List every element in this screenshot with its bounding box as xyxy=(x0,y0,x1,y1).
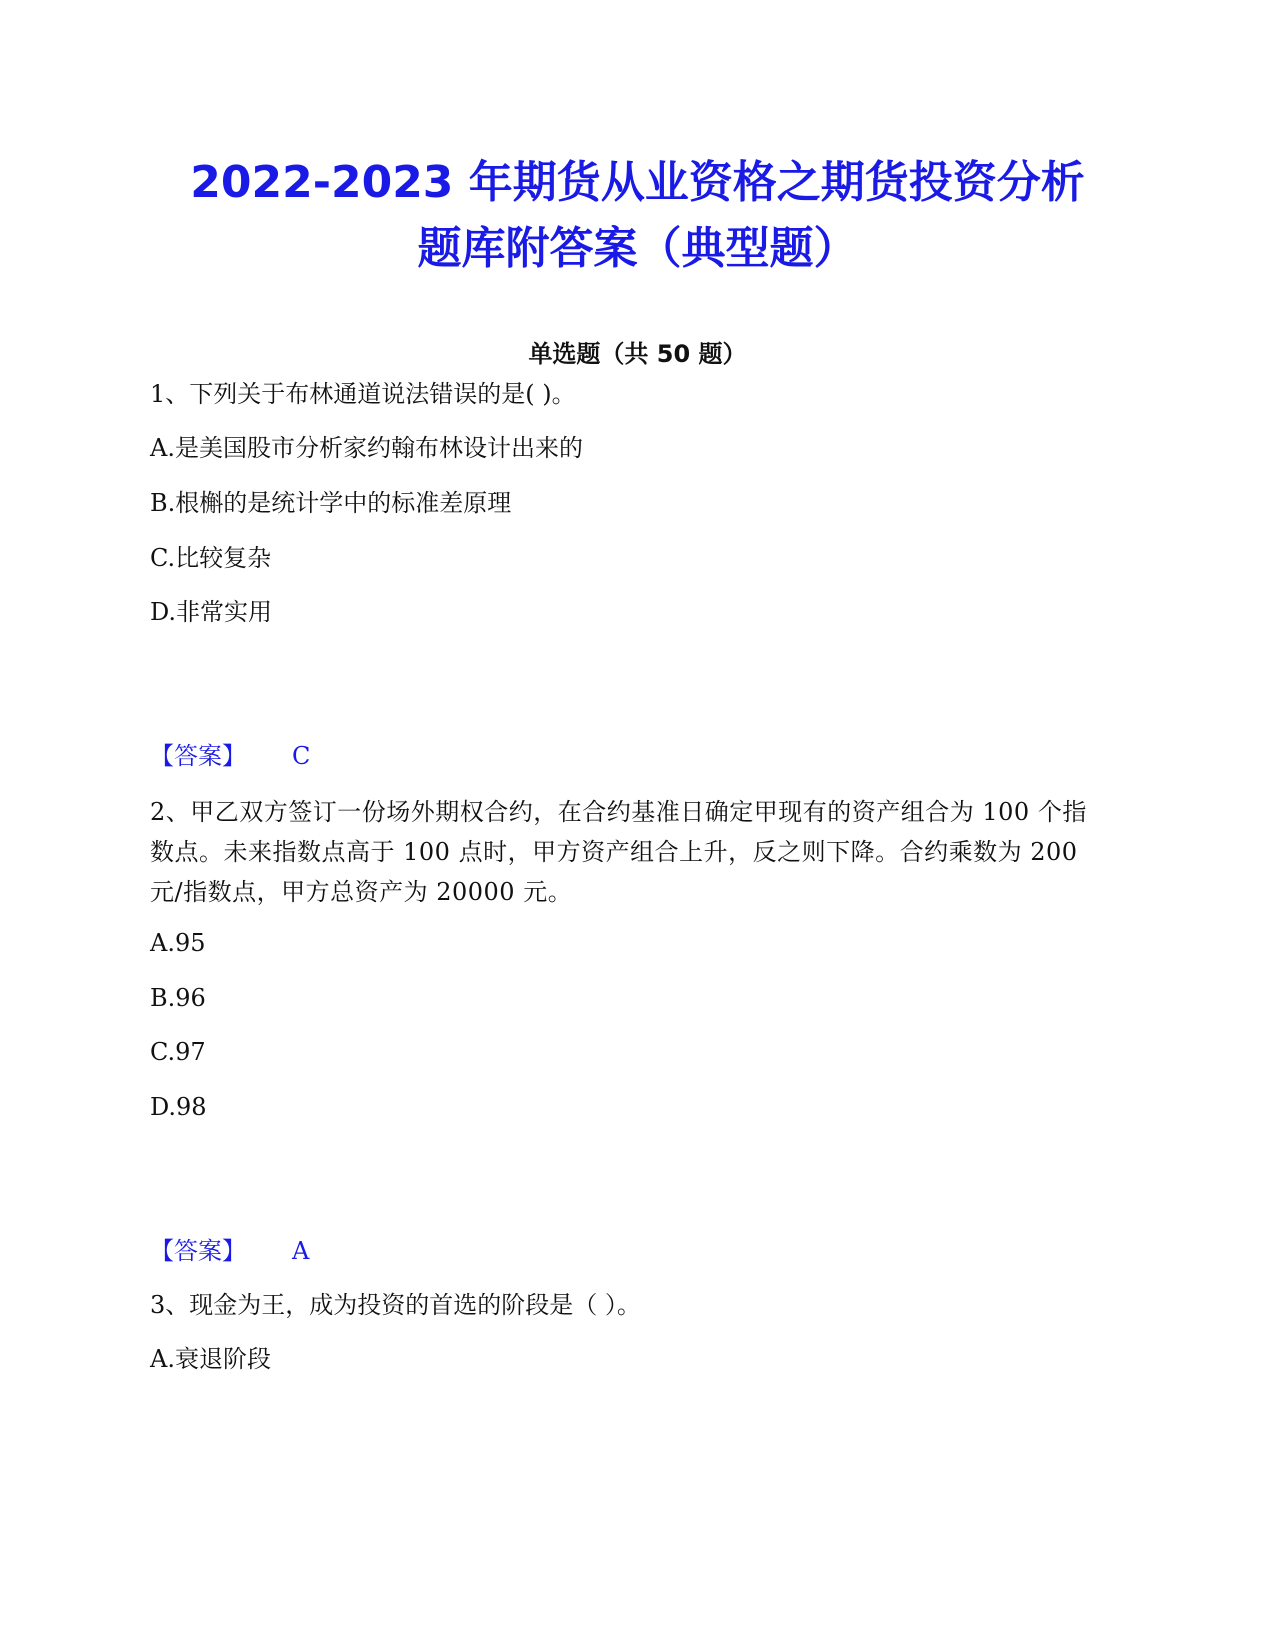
question-1-option-c: C.比较复杂 xyxy=(150,544,272,572)
answer-value: A xyxy=(292,1237,310,1265)
question-2-option-b: B.96 xyxy=(150,984,206,1012)
answer-value: C xyxy=(292,742,311,770)
question-3-option-a: A.衰退阶段 xyxy=(150,1345,271,1373)
title-line-2: 题库附答案（典型题） xyxy=(417,223,858,274)
section-heading: 单选题（共 50 题） xyxy=(528,340,747,368)
question-2-option-d: D.98 xyxy=(150,1093,207,1121)
question-1-answer xyxy=(150,738,310,774)
answer-tag: 【答案】 xyxy=(150,742,246,770)
question-3-stem: 3、现金为王，成为投资的首选的阶段是（ ）。 xyxy=(150,1291,641,1319)
document-title xyxy=(90,150,1185,282)
question-1-option-b: B.根槲的是统计学中的标准差原理 xyxy=(150,489,512,517)
question-2-option-a: A.95 xyxy=(150,929,206,957)
question-2-stem: 2、甲乙双方签订一份场外期权合约，在合约基准日确定甲现有的资产组合为 100 个指数点。未来指数点高于 100 点时，甲方资产组合上升，反之则下降。合约乘数为 200 元/指数点，甲方总资产为 20000 元。 xyxy=(150,798,1087,906)
question-1-stem: 1、下列关于布林通道说法错误的是( )。 xyxy=(150,380,576,408)
question-1-option-d: D.非常实用 xyxy=(150,598,273,626)
question-2-option-c: C.97 xyxy=(150,1038,206,1066)
title-line-1: 2022-2023 年期货从业资格之期货投资分析 xyxy=(190,157,1085,208)
answer-tag: 【答案】 xyxy=(150,1237,246,1265)
question-2-answer xyxy=(150,1233,309,1269)
question-1-option-a: A.是美国股市分析家约翰布林设计出来的 xyxy=(150,434,583,462)
